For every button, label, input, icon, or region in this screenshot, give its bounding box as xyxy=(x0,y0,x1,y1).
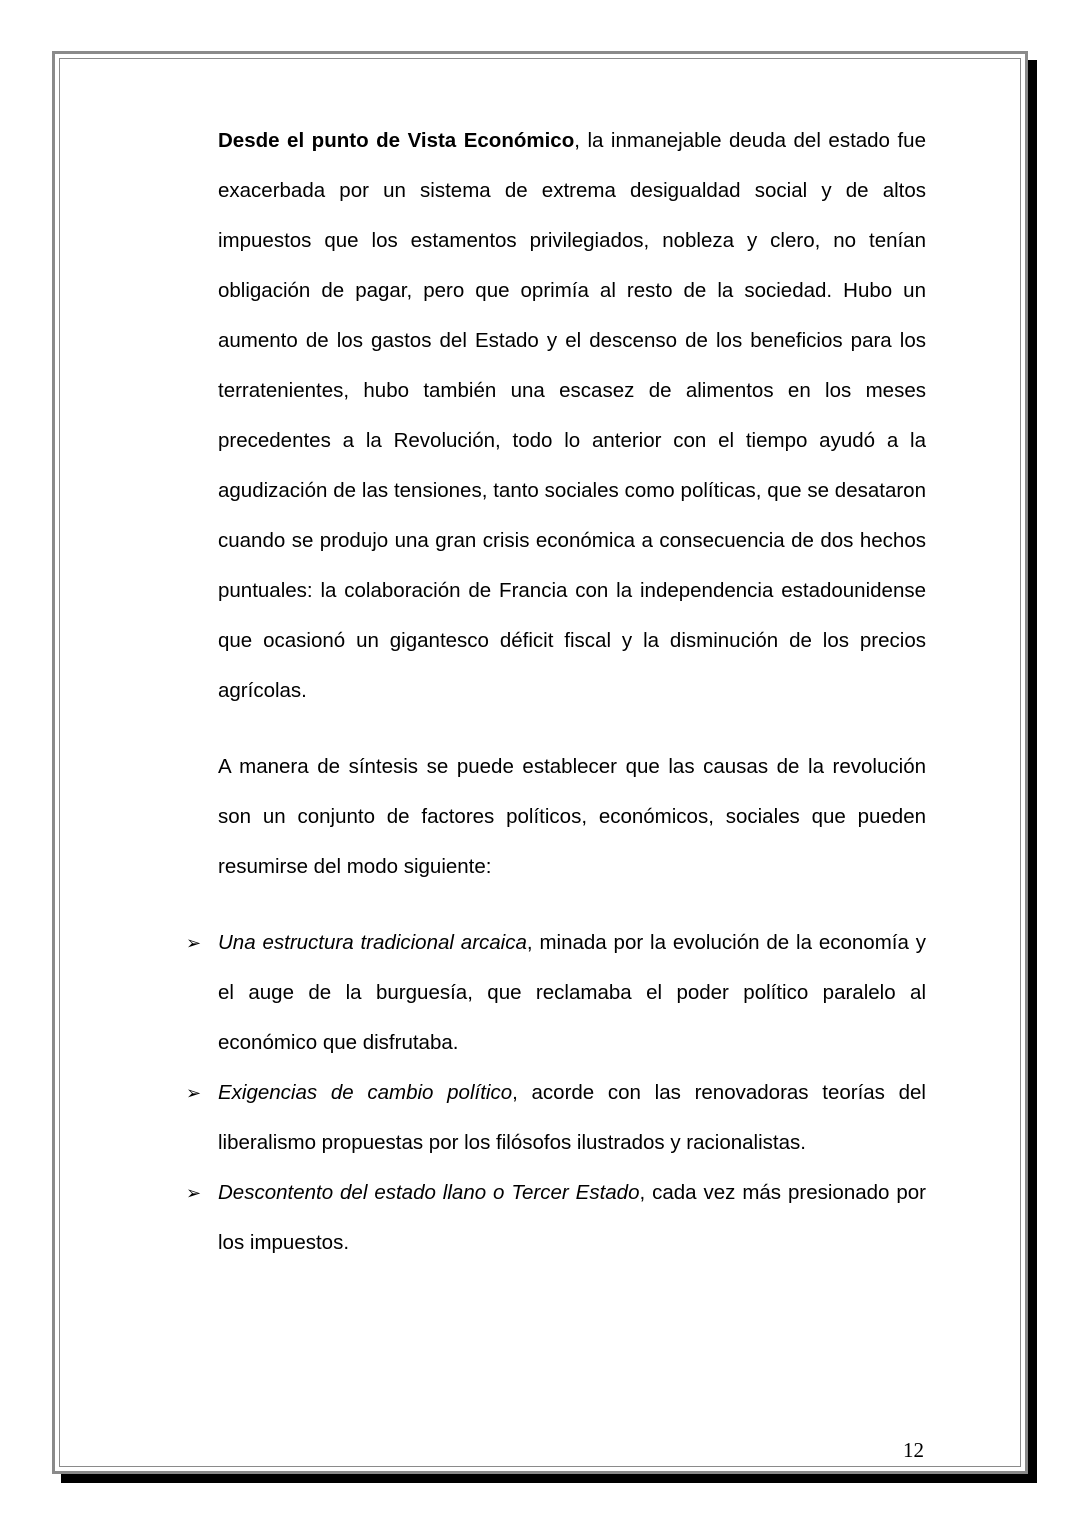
list-item-lead: Exigencias de cambio político xyxy=(218,1081,513,1104)
list-item-body: , cada vez más presionado por los impuestos. xyxy=(218,1181,926,1254)
list-item-lead: Descontento del estado llano o Tercer Estado xyxy=(218,1181,640,1204)
paragraph-economic-view xyxy=(218,116,926,716)
arrow-bullet-icon: ➢ xyxy=(186,1183,202,1203)
paragraph-body: , la inmanejable deuda del estado fue exacerbada por un sistema de extrema desigualdad social y de altos impuestos que los estamentos privilegiados, nobleza y clero, no tenían obligación de pagar, pero que oprimía al resto de la sociedad. Hubo un aumento de los gastos del Estado y el descenso de los beneficios para los terratenientes, hubo también una escasez de alimentos en los meses precedentes a la Revolución, todo lo anterior con el tiempo ayudó a la agudización de las tensiones, tanto sociales como políticas, que se desataron cuando se produjo una gran crisis económica a consecuencia de dos hechos puntuales: la colaboración de Francia con la independencia estadounidense que ocasionó un gigantesco déficit fiscal y la disminución de los precios agrícolas. xyxy=(218,129,926,702)
paragraph-lead-bold: Desde el punto de Vista Económico xyxy=(218,129,575,152)
list-item-body: , acorde con las renovadoras teorías del liberalismo propuestas por los filósofos ilustrados y racionalistas. xyxy=(218,1081,926,1154)
page-content xyxy=(186,116,926,1268)
arrow-bullet-icon: ➢ xyxy=(186,1083,202,1103)
causes-list xyxy=(186,918,926,1268)
list-item xyxy=(186,1168,926,1268)
list-item xyxy=(186,1068,926,1168)
list-item-body: , minada por la evolución de la economía y el auge de la burguesía, que reclamaba el poder político paralelo al económico que disfrutaba. xyxy=(218,931,926,1054)
list-item-lead: Una estructura tradicional arcaica xyxy=(218,931,527,954)
paragraph-synthesis: A manera de síntesis se puede establecer que las causas de la revolución son un conjunto de factores políticos, económicos, sociales que pueden resumirse del modo siguiente: xyxy=(218,755,926,878)
arrow-bullet-icon: ➢ xyxy=(186,933,202,953)
list-item xyxy=(186,918,926,1068)
page-number: 12 xyxy=(903,1438,924,1462)
